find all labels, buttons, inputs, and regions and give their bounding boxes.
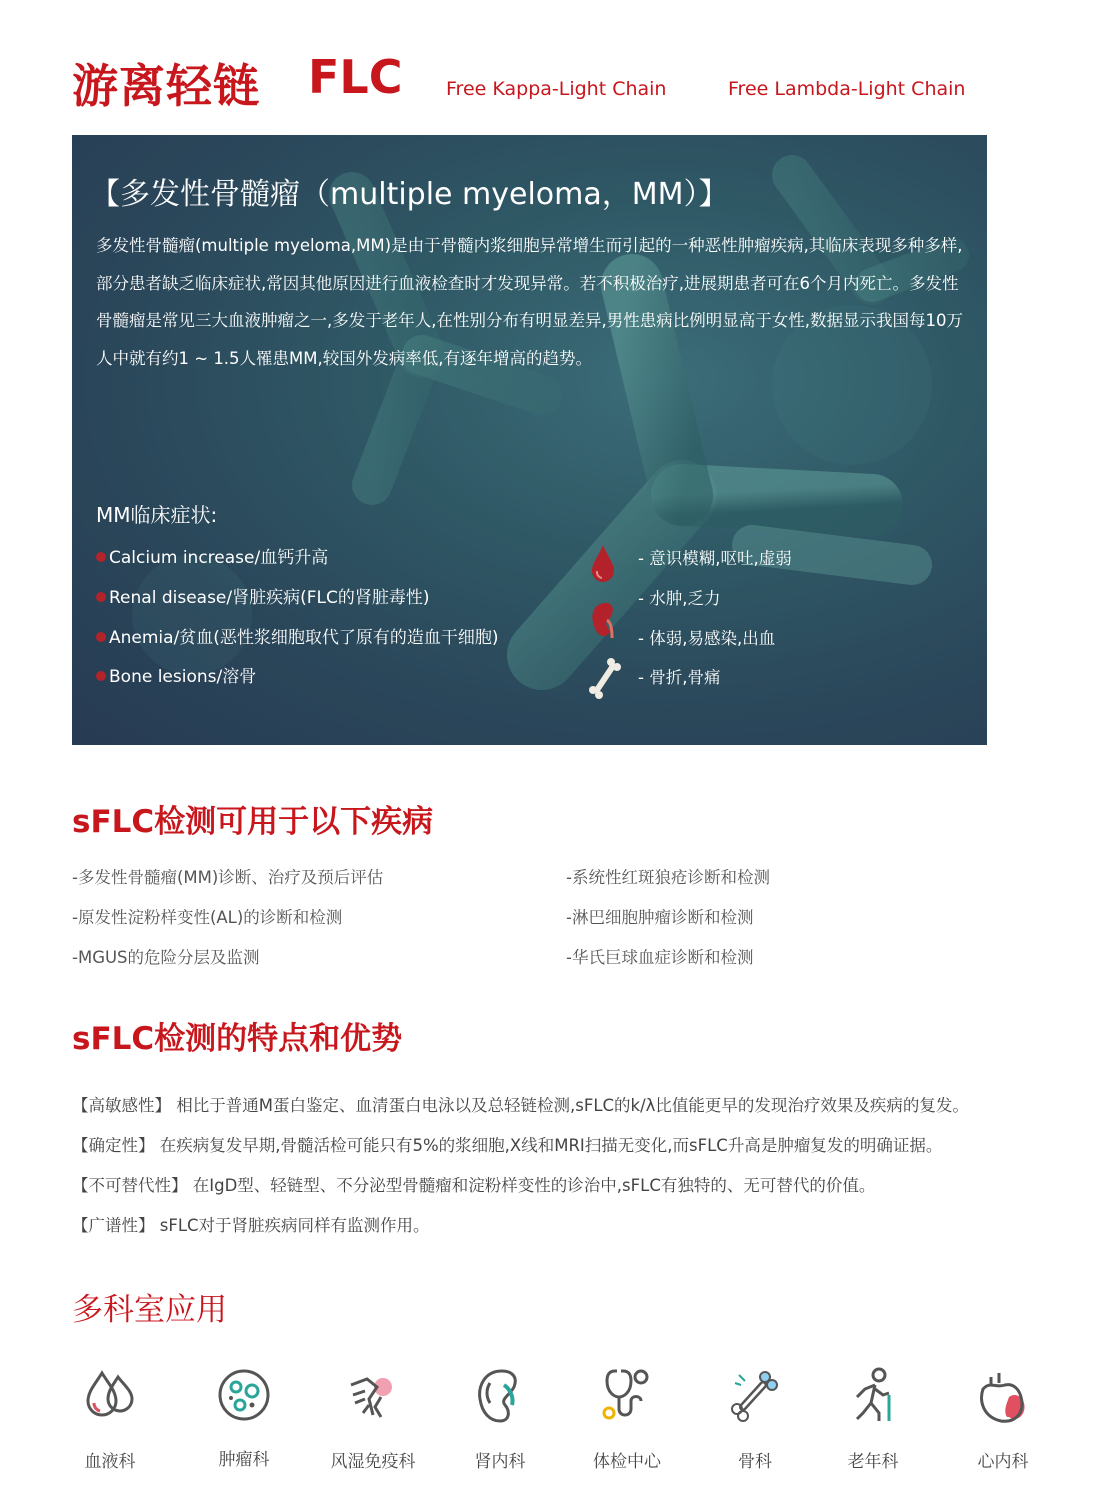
department-cardiology [948, 1365, 1058, 1472]
effect-item: - 水肿,乏力 [638, 589, 721, 608]
department-label: 骨科 [738, 1452, 772, 1472]
page-title: 游离轻链 [72, 59, 260, 113]
blood-drops-icon [80, 1365, 140, 1427]
bullet-icon [96, 592, 106, 602]
features-section-title: sFLC检测的特点和优势 [72, 1021, 403, 1057]
department-label: 心内科 [977, 1452, 1029, 1472]
feature-item: 【不可替代性】 在IgD型、轻链型、不分泌型骨髓瘤和淀粉样变性的诊治中,sFLC有独特的、无可替代的价值。 [72, 1176, 876, 1195]
elderly-icon [843, 1365, 903, 1427]
effect-item: - 骨折,骨痛 [638, 668, 721, 687]
department-label: 血液科 [84, 1452, 136, 1472]
department-hematology [55, 1365, 165, 1472]
bullet-icon [96, 671, 106, 681]
disease-item: -原发性淀粉样变性(AL)的诊断和检测 [72, 908, 343, 927]
heart-icon [973, 1365, 1033, 1427]
feature-item: 【广谱性】 sFLC对于肾脏疾病同样有监测作用。 [72, 1216, 430, 1235]
effect-item: - 意识模糊,呕吐,虚弱 [638, 549, 792, 568]
symptom-item: Anemia/贫血(恶性浆细胞取代了原有的造血干细胞) [96, 623, 499, 648]
department-label: 风湿免疫科 [330, 1452, 416, 1472]
department-health-checkup [572, 1365, 682, 1472]
department-label: 老年科 [847, 1452, 899, 1472]
kidney-icon [470, 1365, 530, 1427]
bullet-icon [96, 552, 106, 562]
diseases-section-title: sFLC检测可用于以下疾病 [72, 804, 434, 840]
department-orthopedics [700, 1365, 810, 1472]
stethoscope-icon [597, 1365, 657, 1427]
kappa-subtitle: Free Kappa-Light Chain [446, 78, 667, 100]
feature-item: 【高敏感性】 相比于普通M蛋白鉴定、血清蛋白电泳以及总轻链检测,sFLC的k/λ比值能更早的发现治疗效果及疾病的复发。 [72, 1096, 969, 1115]
page-title-en: FLC [308, 50, 403, 104]
banner-description: 多发性骨髓瘤(multiple myeloma,MM)是由于骨髓内浆细胞异常增生而引起的一种恶性肿瘤疾病,其临床表现多种多样,部分患者缺乏临床症状,常因其他原因进行血液检查时才发现异常。若不积极治疗,进展期患者可在6个月内死亡。多发性骨髓瘤是常见三大血液肿瘤之一,多发于老年人,在性别分布有明显差异,男性患病比例明显高于女性,数据显示我国每10万人中就有约1 ~ 1.5人罹患MM,较国外发病率低,有逐年增高的趋势。 [96, 236, 963, 368]
lambda-subtitle: Free Lambda-Light Chain [728, 78, 966, 100]
myeloma-banner [72, 135, 987, 745]
symptom-item: Bone lesions/溶骨 [96, 662, 256, 687]
department-nephrology [445, 1365, 555, 1472]
department-oncology [189, 1365, 299, 1470]
disease-item: -MGUS的危险分层及监测 [72, 948, 260, 967]
bone-icon [725, 1365, 785, 1427]
feature-item: 【确定性】 在疾病复发早期,骨髓活检可能只有5%的浆细胞,X线和MRI扫描无变化,而sFLC升高是肿瘤复发的明确证据。 [72, 1136, 943, 1155]
bullet-icon [96, 632, 106, 642]
disease-item: -淋巴细胞肿瘤诊断和检测 [566, 908, 754, 927]
joint-icon [343, 1365, 403, 1427]
disease-item: -多发性骨髓瘤(MM)诊断、治疗及预后评估 [72, 868, 384, 887]
symptom-item: Calcium increase/血钙升高 [96, 543, 328, 568]
blood-drop-icon [588, 543, 618, 585]
banner-title: 【多发性骨髓瘤（multiple myeloma，MM）】 [90, 177, 729, 212]
disease-item: -系统性红斑狼疮诊断和检测 [566, 868, 770, 887]
department-rheumatology [318, 1365, 428, 1472]
symptom-item: Renal disease/肾脏疾病(FLC的肾脏毒性) [96, 583, 430, 608]
effect-item: - 体弱,易感染,出血 [638, 629, 776, 648]
disease-item: -华氏巨球血症诊断和检测 [566, 948, 754, 967]
department-label: 体检中心 [593, 1452, 661, 1472]
page-header [72, 50, 1032, 113]
department-label: 肿瘤科 [218, 1450, 270, 1470]
department-geriatrics [818, 1365, 928, 1472]
kidney-icon [588, 600, 618, 642]
symptoms-heading: MM临床症状: [96, 503, 218, 527]
departments-section-title: 多科室应用 [72, 1292, 227, 1328]
department-label: 肾内科 [474, 1452, 526, 1472]
bone-icon [588, 657, 622, 699]
cell-icon [214, 1365, 274, 1427]
